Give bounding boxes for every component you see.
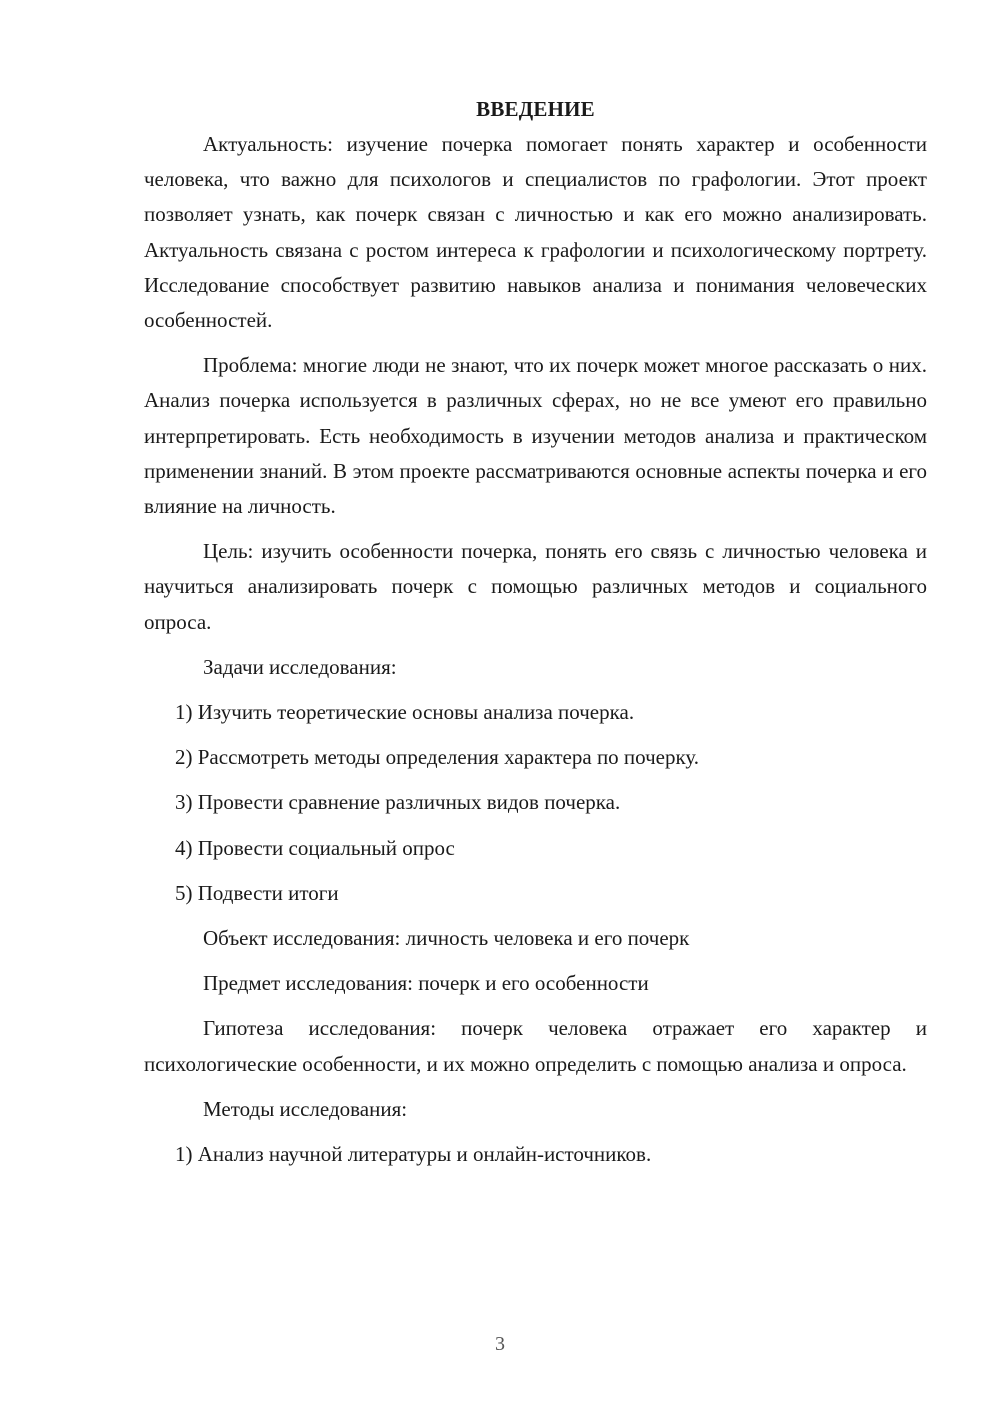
tasks-heading: Задачи исследования:: [203, 654, 397, 679]
task-item-3: 3) Провести сравнение различных видов почерка.: [175, 790, 621, 815]
methods-heading: Методы исследования:: [203, 1096, 408, 1121]
research-subject: Предмет исследования: почерк и его особенности: [203, 971, 649, 996]
method-item-1: 1) Анализ научной литературы и онлайн-источников.: [175, 1142, 652, 1167]
section-title: ВВЕДЕНИЕ: [476, 97, 595, 121]
research-object: Объект исследования: личность человека и его почерк: [203, 926, 690, 951]
hypothesis-paragraph: Гипотеза исследования: почерк человека отражает его характер и психологические особенности, и их можно определить с помощью анализа и опроса.: [144, 1016, 927, 1076]
task-item-5: 5) Подвести итоги: [175, 880, 339, 905]
document-page: [144, 92, 927, 1182]
task-item-4: 4) Провести социальный опрос: [175, 835, 455, 860]
goal-paragraph: Цель: изучить особенности почерка, понять его связь с личностью человека и научиться анализировать почерк с помощью различных методов и социального опроса.: [144, 539, 927, 634]
relevance-paragraph: Актуальность: изучение почерка помогает понять характер и особенности человека, что важно для психологов и специалистов по графологии. Этот проект позволяет узнать, как почерк связан с личностью и как его можно анализировать. Актуальность связана с ростом интереса к графологии и психологическому портрету. Исследование способствует развитию навыков анализа и понимания человеческих особенностей.: [144, 132, 927, 333]
task-item-1: 1) Изучить теоретические основы анализа почерка.: [175, 700, 635, 725]
page-number: 3: [495, 1333, 505, 1355]
problem-paragraph: Проблема: многие люди не знают, что их почерк может многое рассказать о них. Анализ почерка используется в различных сферах, но не все умеют его правильно интерпретировать. Есть необходимость в изучении методов анализа и практическом применении знаний. В этом проекте рассматриваются основные аспекты почерка и его влияние на личность.: [144, 353, 927, 519]
task-item-2: 2) Рассмотреть методы определения характера по почерку.: [175, 745, 700, 770]
